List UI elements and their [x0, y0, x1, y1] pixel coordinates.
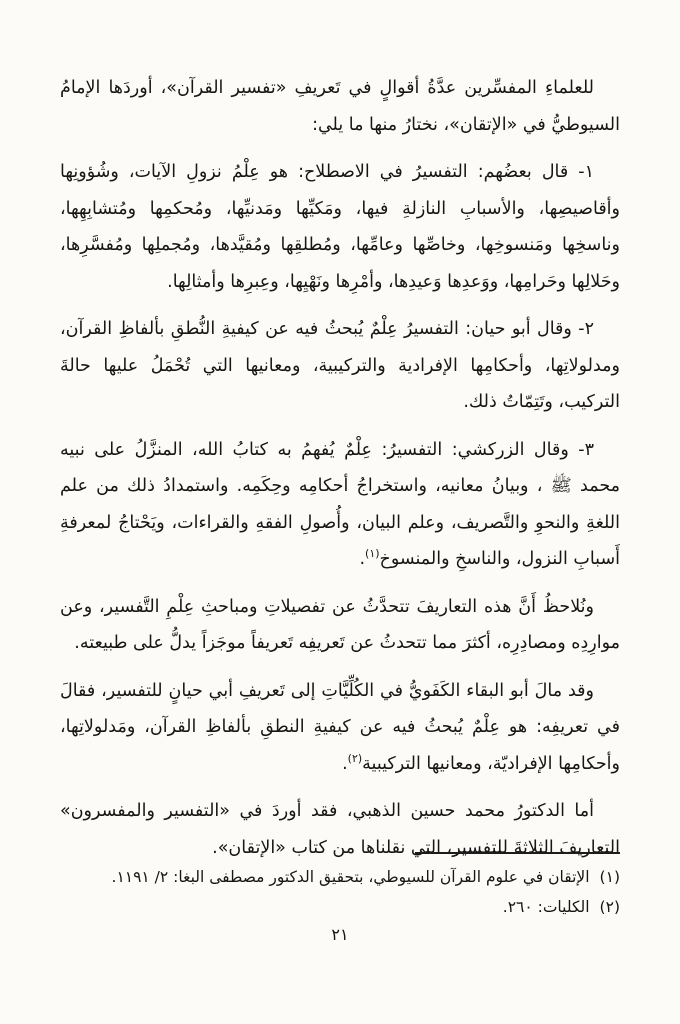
footnote-1 [60, 862, 620, 892]
definition-2-paragraph [60, 311, 620, 421]
page-number: ٢١ [331, 925, 349, 944]
paragraph-text: ١- قال بعضُهم: التفسيرُ في الاصطلاح: هو عِلْمُ نزولِ الآيات، وشُؤونِها وأقاصيصِها، والأسبابِ النازلةِ فيها، ومَكيِّها ومَدنيِّها، ومُحكمِها ومُتشابِهِها، وناسخِها ومَنسوخِها، وخاصِّها وعامِّها، ومُطلقِها ومُقيَّدها، ومُجملِها ومُفسَّرِها، وحَلالِها وحَرامِها، ووَعدِها وَعيدِها، وأمْرِها ونَهْيِها، وعِبرِها وأمثالِها. [60, 162, 620, 292]
footnote-marker: (٢) [599, 898, 620, 916]
paragraph-tail: . [359, 549, 366, 569]
definition-3-paragraph [60, 432, 620, 578]
definition-1-paragraph [60, 154, 620, 300]
footnote-text: الإتقان في علوم القرآن للسيوطي، بتحقيق الدكتور مصطفى البغا: ٢/ ١١٩١. [111, 868, 590, 886]
paragraph-text: ٣- وقال الزركشي: التفسيرُ: عِلْمٌ يُفهمُ به كتابُ الله، المنزَّلُ على نبيه محمد ﷺ ، وبيانُ معانيه، واستخراجُ أحكامِه وحِكَمِه. واستمدادُ ذلك من علم اللغةِ والنحوِ والتَّصريف، وعلم البيان، وأُصولِ الفقهِ والقراءات، ويَحْتاجُ لمعرفةِ أَسبابِ النزول، والناسخِ والمنسوخ [60, 439, 620, 569]
footnote-2 [60, 892, 620, 922]
footnote-1-reference: (١) [365, 547, 380, 561]
footnote-2-reference: (٢) [347, 751, 363, 765]
observation-paragraph [60, 589, 620, 662]
paragraph-text: وقد مالَ أبو البقاء الكَفَويُّ في الكُلِّيَّاتِ إلى تَعريفِ أبي حيانٍ للتفسير، فقالَ في تعريفِه: هو عِلْمٌ يُبحثُ فيه عن كيفيةِ النطقِ بألفاظِ القرآن، ومَدلولاتِها، وأحكامِها الإفراديّة، ومعانيها التركيبية [60, 680, 620, 774]
paragraph-text: ونُلاحظُ أَنَّ هذه التعاريفَ تتحدَّثُ عن تفصيلاتِ ومباحثِ عِلْمِ التَّفسير، وعن موارِدِه ومصادِرِه، أكثرَ مما تتحدثُ عن تَعريفِه تَعريفاً موجَزاً يدلُّ على طبيعته. [60, 596, 620, 653]
paragraph-tail: . [342, 753, 348, 774]
paragraph-text: ٢- وقال أبو حيان: التفسيرُ عِلْمٌ يُبحثُ فيه عن كيفيةِ النُّطقِ بألفاظِ القرآن، ومدلولاتِها، وأحكامِها الإفرادية والتركيبية، ومعانيها التي تُحْمَلُ عليها حالةَ التركيب، وتَتِمّاتُ ذلك. [60, 319, 620, 412]
body-text [60, 70, 620, 877]
footnote-text: الكليات: ٢٦٠. [502, 898, 590, 916]
footnotes-section [60, 852, 620, 922]
kafawi-paragraph [60, 673, 620, 783]
paragraph-text: للعلماءِ المفسِّرين عدَّةُ أقوالٍ في تَعريفِ «تفسير القرآن»، أوردَها الإمامُ السيوطيُّ في «الإتقان»، نختارُ منها ما يلي: [60, 78, 620, 135]
footnote-separator [415, 852, 620, 854]
intro-paragraph [60, 70, 620, 143]
paragraph-text: أما الدكتورُ محمد حسين الذهبي، فقد أوردَ في «التفسير والمفسرون» التعاريفَ الثلاثةَ للتفسير، التي نقلناها من كتاب «الإتقان». [60, 801, 620, 858]
footnote-marker: (١) [599, 868, 620, 886]
